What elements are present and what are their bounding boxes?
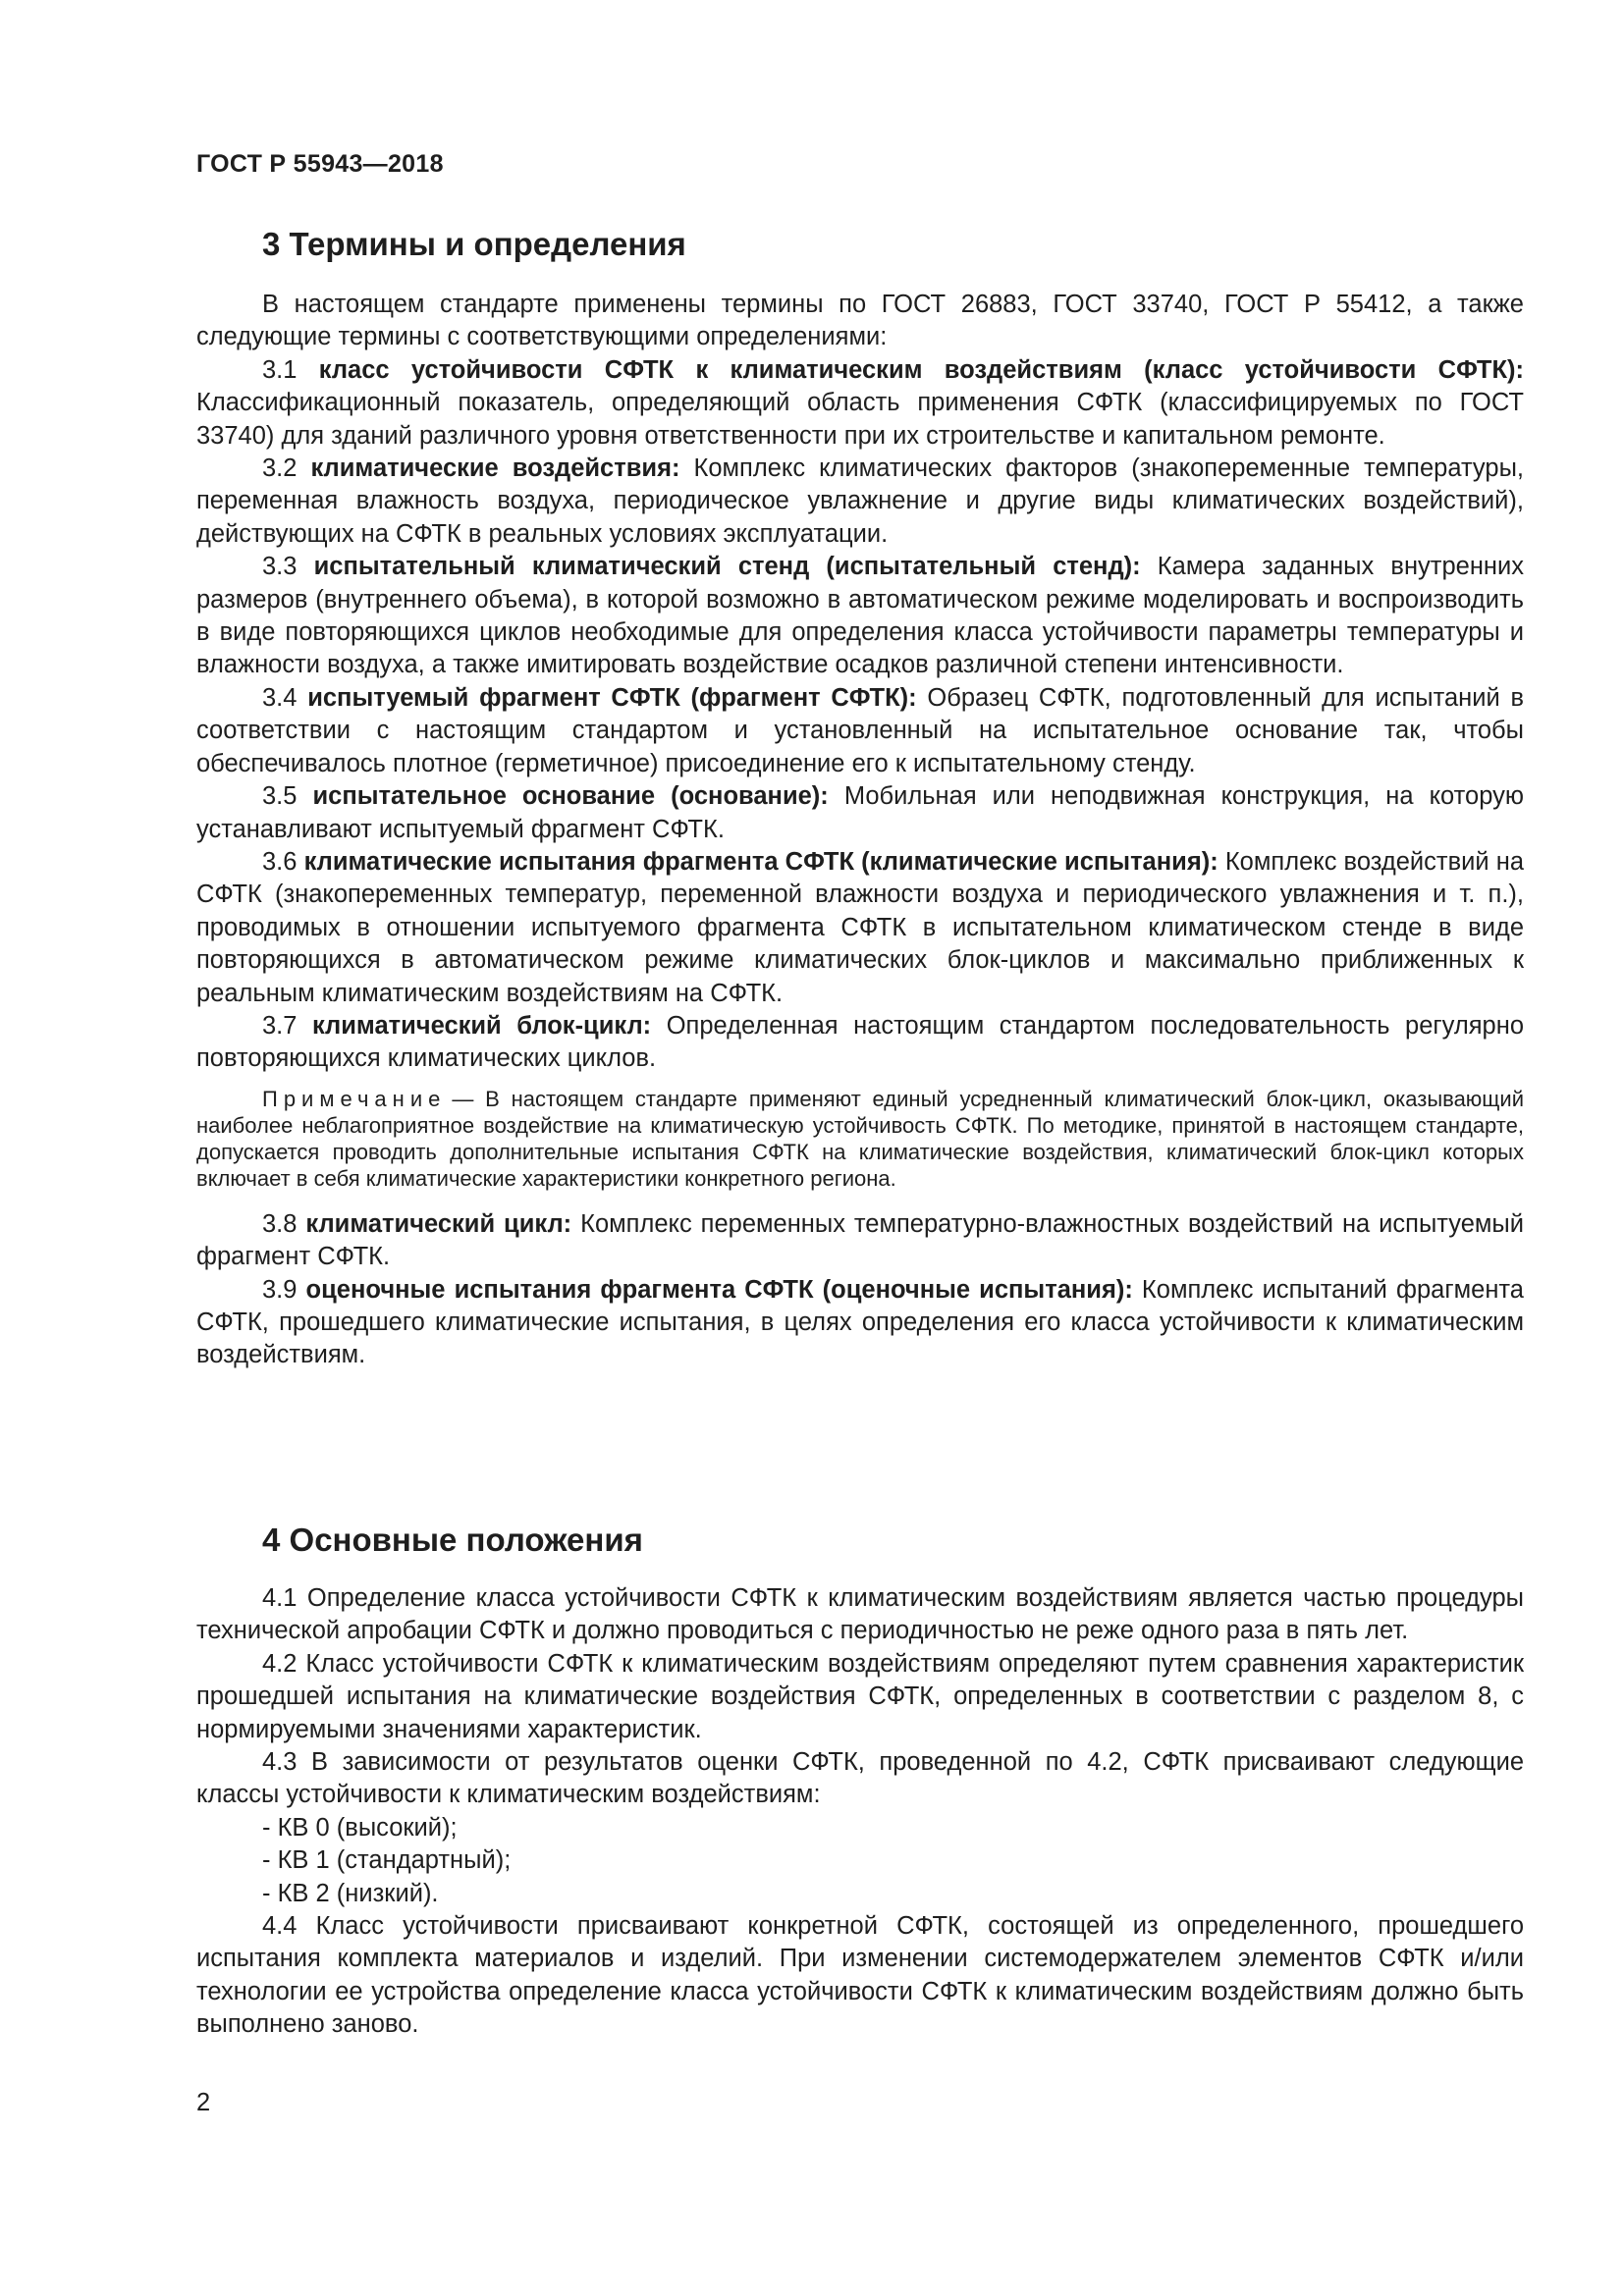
- term-number: 3.6: [262, 847, 298, 876]
- section-4-body: [196, 1582, 1524, 2042]
- term-3-7: [196, 1010, 1524, 1076]
- term-definition: Определенная настоящим стандартом последовательность регулярно повторяющихся климатических циклов.: [196, 1011, 1525, 1073]
- term-number: 3.7: [262, 1011, 298, 1040]
- term-3-1: [196, 354, 1524, 453]
- term-definition: Комплекс воздействий на СФТК (знакопеременных температур, переменной влажности воздуха и периодического увлажнения и т. п.), проводимых в отношении испытуемого фрагмента СФТК в испытательном климатическом стенде в виде повторяющихся в автоматическом режиме климатических блок-циклов и максимально приближенных к реальным климатическим воздействиям на СФТК.: [196, 847, 1524, 1007]
- term-title: климатический цикл:: [305, 1209, 572, 1238]
- class-list-item: - КВ 2 (низкий).: [262, 1879, 439, 1907]
- clause-4-1: 4.1 Определение класса устойчивости СФТК к климатическим воздействиям является частью процедуры технической апробации СФТК и должно проводиться с периодичностью не реже одного раза в пять лет.: [196, 1584, 1524, 1645]
- term-definition: Образец СФТК, подготовленный для испытаний в соответствии с настоящим стандартом и установленный на испытательное основание так, чтобы обеспечивалось плотное (герметичное) присоединение его к испытательному стенду.: [196, 683, 1525, 777]
- term-number: 3.8: [262, 1209, 298, 1238]
- term-number: 3.1: [262, 355, 298, 384]
- term-number: 3.9: [262, 1275, 298, 1304]
- term-definition: Комплекс испытаний фрагмента СФТК, прошедшего климатические испытания, в целях определения его класса устойчивости к климатическим воздействиям.: [196, 1275, 1524, 1369]
- term-title: климатический блок-цикл:: [311, 1011, 652, 1040]
- class-list-item: - КВ 0 (высокий);: [262, 1813, 458, 1842]
- term-3-6: [196, 846, 1524, 1010]
- document-header: ГОСТ Р 55943—2018: [196, 150, 444, 178]
- term-3-2: [196, 453, 1524, 551]
- term-number: 3.2: [262, 454, 298, 483]
- section-3-heading: 3 Термины и определения: [262, 226, 686, 262]
- clause-4-4: 4.4 Класс устойчивости присваивают конкретной СФТК, состоящей из определенного, прошедшего испытания комплекта материалов и изделий. При изменении системодержателем элементов СФТК и/или технологии ее устройства определение класса устойчивости СФТК к климатическим воздействиям должно быть выполнено заново.: [196, 1912, 1524, 2039]
- term-title: испытуемый фрагмент СФТК (фрагмент СФТК):: [307, 683, 917, 712]
- page-number: 2: [196, 2089, 211, 2116]
- term-3-3: [196, 551, 1524, 682]
- clause-4-2: 4.2 Класс устойчивости СФТК к климатическим воздействиям определяют путем сравнения характеристик прошедшей испытания на климатические воздействия СФТК, определенных в соответствии с разделом 8, с нормируемыми значениями характеристик.: [196, 1649, 1524, 1743]
- term-definition: Классификационный показатель, определяющий область применения СФТК (классифицируемых по ГОСТ 33740) для зданий различного уровня ответственности при их строительстве и капитальном ремонте.: [196, 389, 1524, 450]
- term-number: 3.4: [262, 683, 298, 712]
- term-definition: Мобильная или неподвижная конструкция, на которую устанавливают испытуемый фрагмент СФТК.: [196, 782, 1524, 843]
- section-3-body: [196, 289, 1524, 1372]
- term-title: климатические испытания фрагмента СФТК (климатические испытания):: [303, 847, 1218, 876]
- note: [196, 1086, 1524, 1192]
- term-definition: Комплекс климатических факторов (знакопеременные температуры, переменная влажность воздуха, периодическое увлажнение и другие виды климатических воздействий), действующих на СФТК в реальных условиях эксплуатации.: [196, 454, 1524, 548]
- section-3-intro: В настоящем стандарте применены термины по ГОСТ 26883, ГОСТ 33740, ГОСТ Р 55412, а также следующие термины с соответствующими определениями:: [196, 291, 1524, 351]
- term-definition: Камера заданных внутренних размеров (внутреннего объема), в которой возможно в автоматическом режиме моделировать и воспроизводить в виде повторяющихся циклов необходимые для определения класса устойчивости параметры температуры и влажности воздуха, а также имитировать воздействие осадков различной степени интенсивности.: [196, 553, 1524, 679]
- term-3-9: [196, 1274, 1524, 1372]
- class-list-item: - КВ 1 (стандартный);: [262, 1846, 512, 1875]
- term-title: класс устойчивости СФТК к климатическим воздействиям (класс устойчивости СФТК):: [318, 355, 1524, 384]
- term-title: оценочные испытания фрагмента СФТК (оценочные испытания):: [305, 1275, 1133, 1304]
- term-number: 3.3: [262, 553, 298, 581]
- clause-4-3: 4.3 В зависимости от результатов оценки СФТК, проведенной по 4.2, СФТК присваивают следующие классы устойчивости к климатическим воздействиям:: [196, 1748, 1524, 1809]
- note-text: — В настоящем стандарте применяют единый усредненный климатический блок-цикл, оказывающий наиболее неблагоприятное воздействие на климатическую устойчивость СФТК. По методике, принятой в настоящем стандарте, допускается проводить дополнительные испытания СФТК на климатические воздействия, климатический блок-цикл которых включает в себя климатические характеристики конкретного региона.: [196, 1086, 1524, 1191]
- term-definition: Комплекс переменных температурно-влажностных воздействий на испытуемый фрагмент СФТК.: [196, 1209, 1524, 1271]
- term-title: испытательное основание (основание):: [312, 782, 829, 811]
- term-3-8: [196, 1208, 1524, 1274]
- note-label: Примечание: [262, 1086, 447, 1111]
- term-3-4: [196, 682, 1524, 780]
- term-title: испытательный климатический стенд (испытательный стенд):: [313, 553, 1141, 581]
- term-3-5: [196, 780, 1524, 846]
- term-title: климатические воздействия:: [310, 454, 680, 483]
- section-4-heading: 4 Основные положения: [262, 1522, 643, 1558]
- term-number: 3.5: [262, 782, 298, 811]
